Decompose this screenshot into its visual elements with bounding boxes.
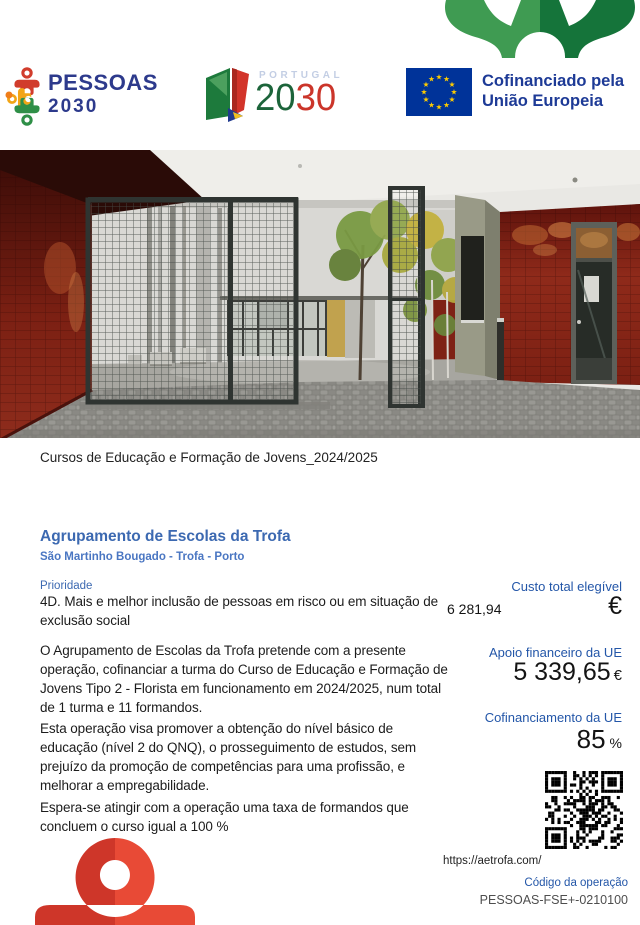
svg-text:★: ★ <box>443 74 450 84</box>
cofinancing-label: Cofinanciamento da UE <box>484 710 622 725</box>
svg-text:★: ★ <box>435 72 443 82</box>
total-cost-value: 6 281,94 <box>447 601 502 617</box>
portugal-logo-title: PORTUGAL <box>259 70 344 81</box>
svg-text:★: ★ <box>448 80 456 90</box>
pessoas-figure-green-icon <box>440 0 640 58</box>
svg-text:★: ★ <box>428 74 435 84</box>
svg-text:★: ★ <box>422 80 430 90</box>
pessoas-2030-logo <box>4 66 158 126</box>
portugal-logo-year: 2030 <box>255 77 337 119</box>
portugal-flag-icon <box>204 66 250 124</box>
operation-code-label: Código da operação <box>524 877 628 889</box>
priority-label: Prioridade <box>40 580 93 592</box>
eu-cofinancing-text: Cofinanciado pela União Europeia <box>482 72 625 110</box>
pessoas-logo-title: PESSOAS <box>48 70 158 95</box>
operation-code: PESSOAS-FSE+-0210100 <box>479 893 628 907</box>
cofinancing-unit: % <box>609 735 622 751</box>
cofinancing-row <box>577 724 622 755</box>
portugal-2030-logo <box>204 66 343 124</box>
eu-support-label: Apoio financeiro da UE <box>489 645 622 660</box>
svg-text:★: ★ <box>420 87 428 97</box>
beneficiary-name: Agrupamento de Escolas da Trofa <box>40 528 291 545</box>
operation-description-3: Espera-se atingir com a operação uma taxa de formandos que concluem o curso igual a 100 % <box>40 800 409 834</box>
svg-text:★: ★ <box>443 100 450 110</box>
svg-text:★: ★ <box>450 87 458 97</box>
priority-text: 4D. Mais e melhor inclusão de pessoas em risco ou em situação de exclusão social <box>40 594 439 628</box>
website-url: https://aetrofa.com/ <box>443 855 542 867</box>
eu-support-value: 5 339,65 <box>513 658 611 686</box>
eu-support-row <box>513 658 622 687</box>
operation-description-1: O Agrupamento de Escolas da Trofa pretende com a presente operação, cofinanciar a turma do Curso de Educação e Formação de Jovens Tipo 2 - Florista em funcionamento em 2024/2025, num total de 1 turma e 11 formandos. <box>40 643 448 715</box>
beneficiary-location: São Martinho Bougado - Trofa - Porto <box>40 551 245 563</box>
eu-flag-icon <box>406 68 472 116</box>
school-entrance-photo <box>0 150 640 438</box>
pessoas-figure-red-icon <box>28 836 200 925</box>
pessoas-people-icon <box>4 66 42 126</box>
qr-code <box>545 771 623 849</box>
operation-description-2: Esta operação visa promover a obtenção do nível básico de educação (nível 2 do QNQ), o prosseguimento de estudos, sem prejuízo da promoção de competências para uma profissão, e melhorar a empregabilidade. <box>40 721 417 793</box>
cofinancing-value: 85 <box>576 724 606 754</box>
svg-text:★: ★ <box>448 95 456 105</box>
pessoas-logo-year: 2030 <box>48 96 99 117</box>
eu-cofinancing-logo <box>406 68 624 116</box>
total-cost-currency: € <box>608 592 622 620</box>
photo-caption: Cursos de Educação e Formação de Jovens_2024/2025 <box>40 450 378 465</box>
total-cost-label: Custo total elegível <box>511 579 622 594</box>
svg-text:★: ★ <box>428 100 435 110</box>
eu-support-currency: € <box>613 667 622 684</box>
svg-text:★: ★ <box>422 95 430 105</box>
svg-text:★: ★ <box>435 102 443 112</box>
